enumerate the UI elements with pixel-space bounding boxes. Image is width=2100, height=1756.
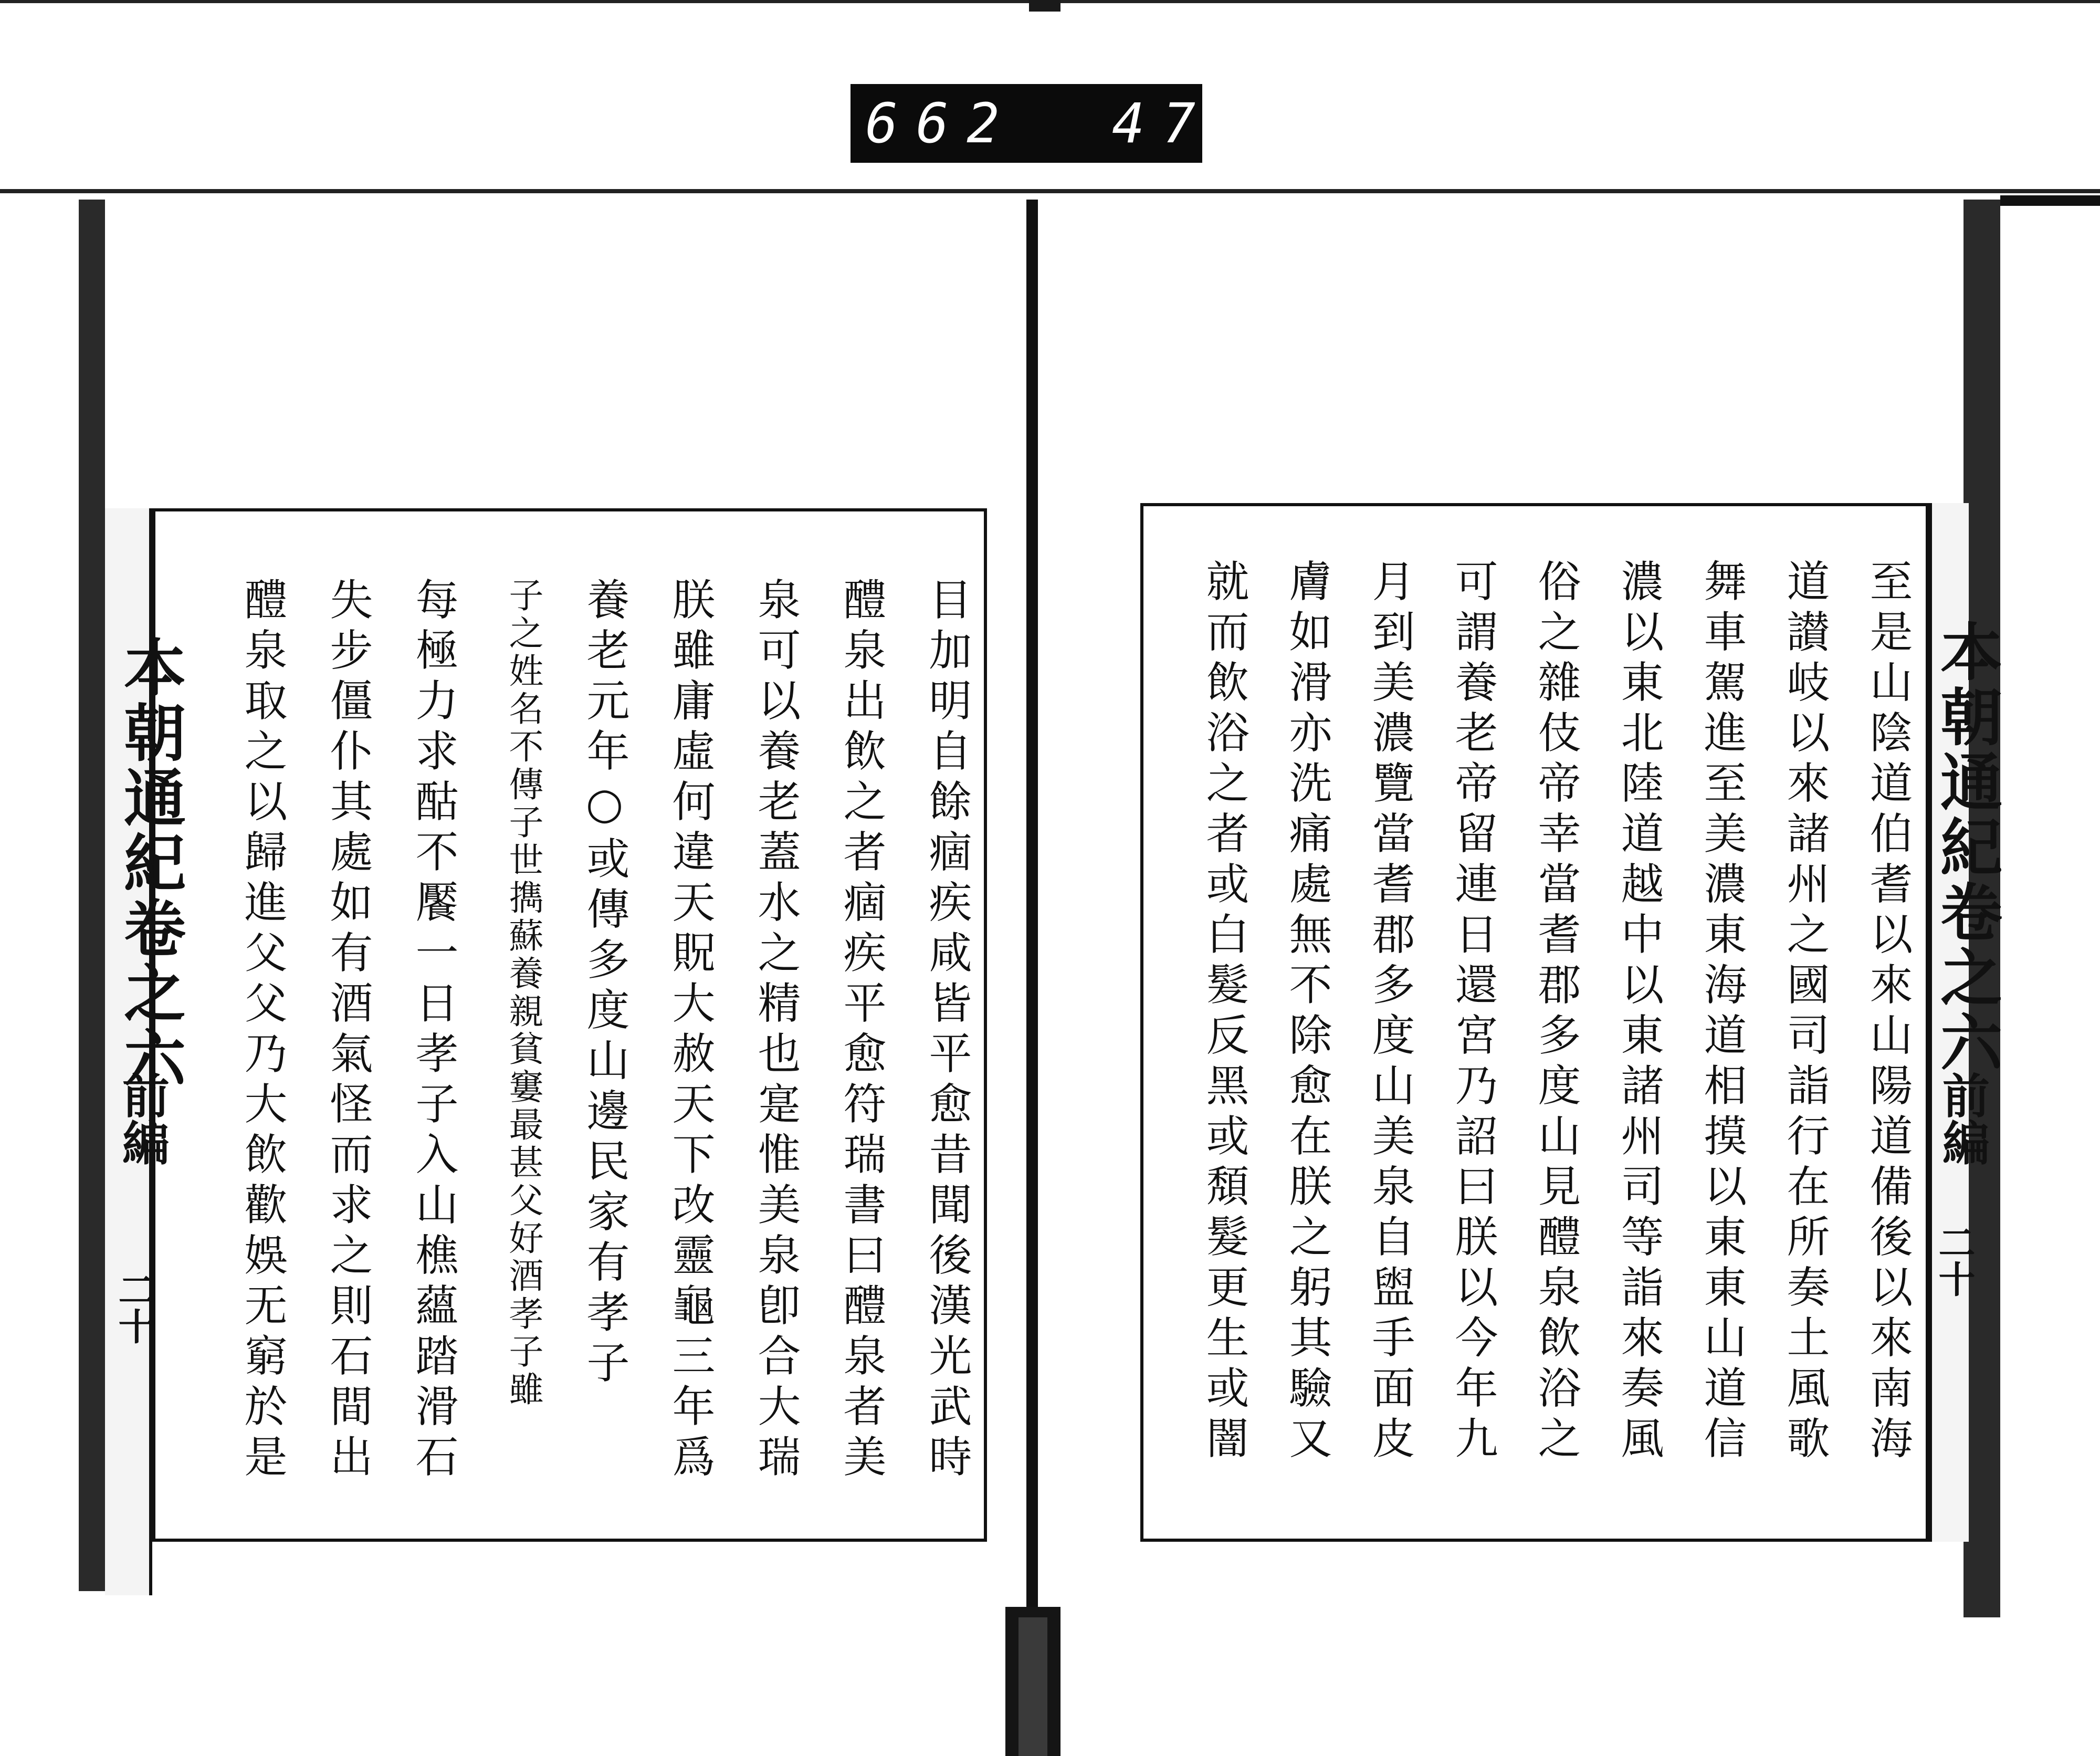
right-column-8: 膚如滑亦洗痛處無不除愈在朕之躬其驗又 [1282,559,1332,1466]
counter-right: 476 [1111,91,1264,155]
right-column-5: 俗之雜伎帝幸當耆郡多度山見醴泉飲浴之 [1531,559,1581,1466]
right-column-3: 舞車駕進至美濃東海道相摸以東東山道信 [1697,559,1747,1466]
left-column-6: 子之姓名不傳子世擕蘇養親貧窶最甚父好酒孝子雖 [503,577,543,1409]
left-book-edge [79,200,105,1591]
left-column-9: 醴泉取之以歸進父父乃大飲歡娛无窮於是 [237,577,287,1485]
left-margin-sub: 前編 [114,1071,170,1166]
left-text-frame [152,508,987,1542]
book-gutter [1026,200,1038,1617]
gutter-bottom-inner [1018,1617,1047,1756]
left-column-7: 每極力求酤不饜一日孝子入山樵蘊踏滑石 [408,577,458,1485]
right-column-7: 月到美濃覽當耆郡多度山美泉自盥手面皮 [1365,559,1415,1466]
left-column-1: 目加明自餘痼疾咸皆平愈昔聞後漢光武時 [922,577,972,1485]
left-margin-title: 本朝通紀卷之六 [113,635,186,1091]
left-column-2: 醴泉出飲之者痼疾平愈符瑞書曰醴泉者美 [836,577,886,1485]
right-margin-number: 二十 [1933,1224,1976,1297]
left-margin-number: 二十 [112,1271,156,1344]
right-column-4: 濃以東北陸道越中以東諸州司等詣來奏風 [1614,559,1664,1466]
frame-counter [850,84,1264,163]
right-text-frame [1140,503,1929,1542]
left-column-3: 泉可以養老蓋水之精也寔惟美泉卽合大瑞 [751,577,801,1485]
left-column-4: 朕雖庸虛何違天貺大赦天下改靈龜三年爲 [665,577,715,1485]
header-divider-line [0,189,2100,193]
right-top-edge [2000,195,2100,206]
right-column-2: 道讃岐以來諸州之國司詣行在所奏土風歌 [1780,559,1830,1466]
right-column-6: 可謂養老帝留連日還宮乃詔曰朕以今年九 [1448,559,1498,1466]
right-margin-title: 本朝通紀卷之六 [1930,620,2003,1075]
top-binding-mark [1029,0,1060,12]
left-column-5: 養老元年○或傳多度山邊民家有孝子 [580,577,629,1391]
right-margin-sub: 前編 [1934,1071,1990,1166]
counter-left: 662 [865,91,1017,155]
right-column-1: 至是山陰道伯耆以來山陽道備後以來南海 [1863,559,1913,1466]
right-column-9: 就而飲浴之者或白髮反黑或頽髮更生或闇 [1199,559,1249,1466]
left-column-8: 失步僵仆其處如有酒氣怪而求之則石間出 [323,577,373,1485]
